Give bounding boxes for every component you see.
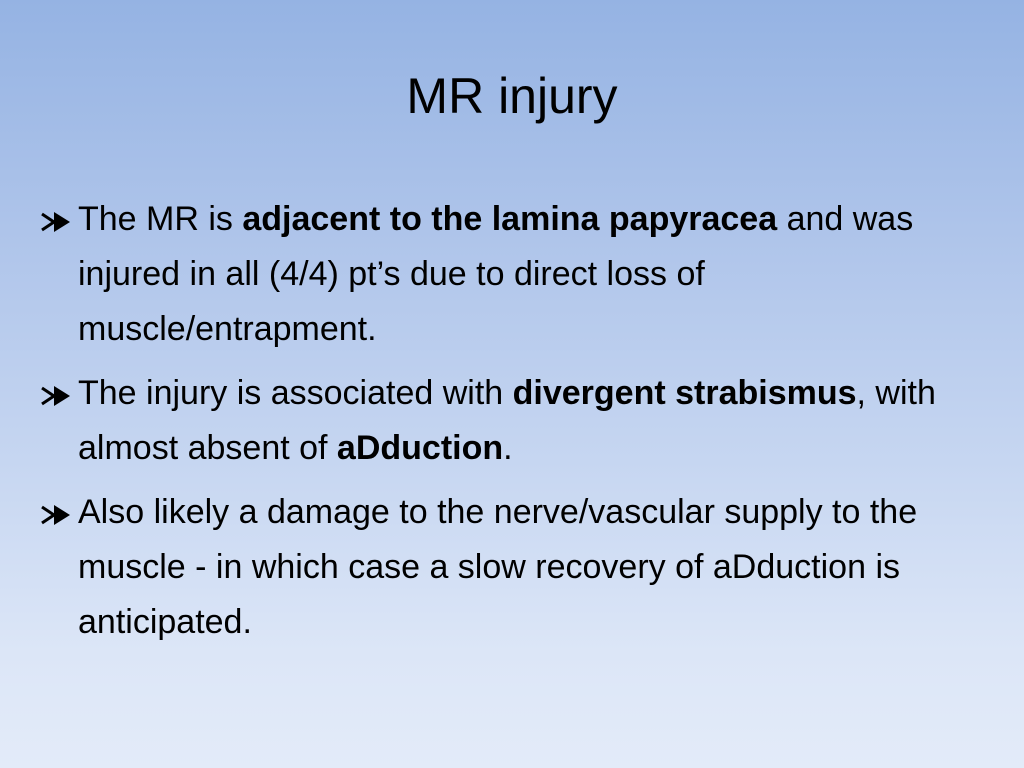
- bullet-emphasis: aDduction: [336, 429, 504, 467]
- bullet-item-2: [40, 366, 940, 476]
- arrow-bullet-icon: [40, 210, 72, 234]
- bullet-text: .: [503, 429, 513, 467]
- bullet-list: [40, 192, 940, 659]
- arrow-bullet-icon: [40, 384, 72, 408]
- bullet-emphasis: adjacent to the lamina papyracea: [242, 200, 778, 238]
- bullet-text: Also likely a damage to the nerve/vascular supply to the muscle - in which case a slow recovery of aDduction is anticipated.: [78, 493, 918, 641]
- bullet-text: The MR is: [78, 200, 243, 238]
- arrow-bullet-icon: [40, 503, 72, 527]
- bullet-item-3: [40, 485, 940, 650]
- bullet-text: and was injured in all (4/4) pt’s due to direct loss of muscle/entrapment.: [78, 200, 914, 348]
- bullet-text: The injury is associated with: [78, 374, 513, 412]
- bullet-item-1: [40, 192, 940, 357]
- slide-title: MR injury: [406, 68, 618, 124]
- bullet-text: , with almost absent of: [78, 374, 936, 467]
- bullet-emphasis: divergent strabismus: [512, 374, 857, 412]
